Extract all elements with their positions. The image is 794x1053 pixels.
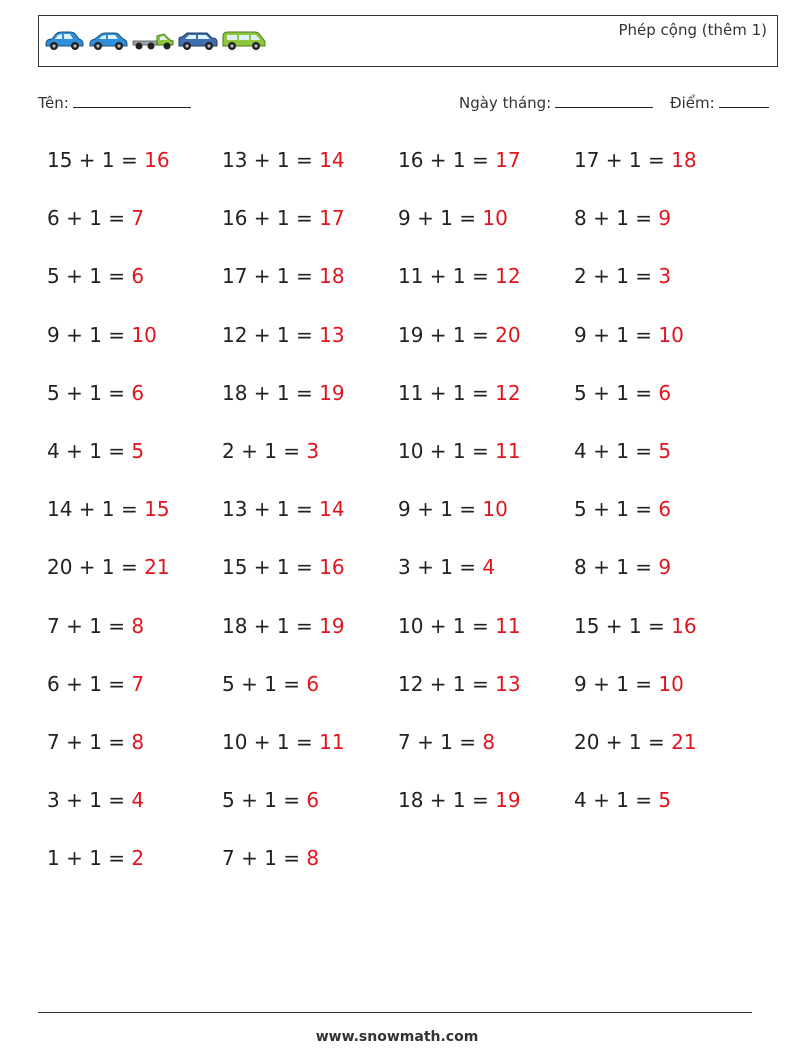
footer-divider [38, 1012, 752, 1013]
problem-question: 9 + 1 = [398, 497, 477, 521]
car-icons [43, 30, 267, 52]
problem-item [222, 206, 345, 230]
problem-item [398, 672, 521, 696]
problem-question: 9 + 1 = [47, 323, 126, 347]
problem-answer: 12 [495, 264, 521, 288]
problem-answer: 8 [482, 730, 496, 754]
problem-question: 7 + 1 = [222, 846, 301, 870]
problem-item [222, 323, 345, 347]
problem-question: 4 + 1 = [574, 788, 653, 812]
problem-question: 8 + 1 = [574, 206, 653, 230]
problem-item [222, 381, 345, 405]
problem-item [47, 497, 170, 521]
problem-item [574, 148, 697, 172]
date-blank[interactable] [555, 93, 653, 108]
problem-question: 5 + 1 = [574, 497, 653, 521]
worksheet-title: Phép cộng (thêm 1) [618, 21, 767, 39]
problem-item [574, 439, 671, 463]
problem-answer: 11 [495, 614, 521, 638]
problem-answer: 19 [319, 614, 345, 638]
problem-question: 2 + 1 = [574, 264, 653, 288]
problem-answer: 17 [495, 148, 521, 172]
problem-item [222, 614, 345, 638]
problem-item [574, 730, 697, 754]
problem-answer: 6 [131, 381, 145, 405]
problem-answer: 10 [658, 323, 684, 347]
problem-answer: 6 [306, 672, 320, 696]
problem-question: 20 + 1 = [47, 555, 138, 579]
problem-answer: 12 [495, 381, 521, 405]
problem-question: 11 + 1 = [398, 264, 489, 288]
problem-item [398, 614, 521, 638]
problem-answer: 6 [658, 497, 672, 521]
problem-answer: 13 [319, 323, 345, 347]
problem-item [398, 555, 495, 579]
problem-item [222, 555, 345, 579]
footer-site: www.snowmath.com [315, 1029, 479, 1045]
problem-item [398, 264, 521, 288]
problem-question: 4 + 1 = [574, 439, 653, 463]
score-label: Điểm: [670, 94, 715, 112]
problem-question: 12 + 1 = [222, 323, 313, 347]
problem-answer: 3 [658, 264, 672, 288]
problem-question: 2 + 1 = [222, 439, 301, 463]
problem-question: 4 + 1 = [47, 439, 126, 463]
problem-question: 7 + 1 = [398, 730, 477, 754]
problem-item [222, 497, 345, 521]
problem-item [47, 381, 144, 405]
problem-answer: 14 [319, 497, 345, 521]
problem-question: 12 + 1 = [398, 672, 489, 696]
problem-item [398, 497, 508, 521]
problem-answer: 5 [658, 439, 672, 463]
name-blank[interactable] [73, 93, 191, 108]
problem-item [222, 148, 345, 172]
problem-answer: 16 [319, 555, 345, 579]
car-icon [87, 30, 129, 52]
problem-item [574, 264, 671, 288]
problem-question: 19 + 1 = [398, 323, 489, 347]
problem-question: 17 + 1 = [574, 148, 665, 172]
problem-answer: 20 [495, 323, 521, 347]
problem-answer: 6 [658, 381, 672, 405]
problem-question: 9 + 1 = [574, 672, 653, 696]
problem-answer: 5 [131, 439, 145, 463]
problem-answer: 15 [144, 497, 170, 521]
problem-answer: 19 [495, 788, 521, 812]
problem-item [47, 264, 144, 288]
problem-item [47, 672, 144, 696]
problem-question: 17 + 1 = [222, 264, 313, 288]
problem-question: 20 + 1 = [574, 730, 665, 754]
problem-question: 9 + 1 = [398, 206, 477, 230]
problem-item [574, 672, 684, 696]
problem-question: 10 + 1 = [398, 614, 489, 638]
problem-answer: 6 [306, 788, 320, 812]
problem-answer: 21 [671, 730, 697, 754]
problem-item [47, 148, 170, 172]
problem-question: 9 + 1 = [574, 323, 653, 347]
problem-question: 5 + 1 = [222, 672, 301, 696]
problem-answer: 10 [482, 206, 508, 230]
problem-answer: 7 [131, 672, 145, 696]
problem-answer: 14 [319, 148, 345, 172]
problem-item [398, 323, 521, 347]
problem-answer: 13 [495, 672, 521, 696]
problem-answer: 16 [144, 148, 170, 172]
problem-item [222, 672, 319, 696]
problem-answer: 8 [131, 614, 145, 638]
problem-answer: 3 [306, 439, 320, 463]
problem-answer: 10 [658, 672, 684, 696]
problem-answer: 9 [658, 555, 672, 579]
problem-item [47, 846, 144, 870]
problem-item [398, 148, 521, 172]
problem-answer: 4 [482, 555, 496, 579]
problem-answer: 19 [319, 381, 345, 405]
problem-question: 10 + 1 = [222, 730, 313, 754]
problem-question: 15 + 1 = [574, 614, 665, 638]
suv-icon [177, 30, 219, 52]
problem-item [222, 788, 319, 812]
car-icon [43, 30, 85, 52]
problem-question: 6 + 1 = [47, 672, 126, 696]
problem-answer: 21 [144, 555, 170, 579]
problem-question: 16 + 1 = [398, 148, 489, 172]
problem-item [47, 439, 144, 463]
problem-question: 13 + 1 = [222, 148, 313, 172]
problem-answer: 18 [671, 148, 697, 172]
tow-truck-icon [131, 30, 175, 52]
problem-question: 5 + 1 = [47, 381, 126, 405]
problem-item [398, 381, 521, 405]
problem-question: 5 + 1 = [47, 264, 126, 288]
problem-answer: 18 [319, 264, 345, 288]
problem-answer: 17 [319, 206, 345, 230]
problem-item [398, 206, 508, 230]
problem-question: 15 + 1 = [47, 148, 138, 172]
problem-item [398, 730, 495, 754]
problem-question: 10 + 1 = [398, 439, 489, 463]
problem-question: 18 + 1 = [222, 381, 313, 405]
score-blank[interactable] [719, 93, 769, 108]
problem-question: 11 + 1 = [398, 381, 489, 405]
problem-answer: 8 [131, 730, 145, 754]
problem-item [47, 206, 144, 230]
problem-item [574, 381, 671, 405]
problem-item [222, 439, 319, 463]
problem-item [222, 264, 345, 288]
problem-answer: 9 [658, 206, 672, 230]
problem-question: 13 + 1 = [222, 497, 313, 521]
problem-answer: 16 [671, 614, 697, 638]
problem-item [398, 439, 521, 463]
problem-item [574, 614, 697, 638]
problem-question: 6 + 1 = [47, 206, 126, 230]
name-field [38, 93, 191, 112]
problem-question: 14 + 1 = [47, 497, 138, 521]
problem-question: 18 + 1 = [398, 788, 489, 812]
problem-answer: 10 [131, 323, 157, 347]
problem-question: 5 + 1 = [574, 381, 653, 405]
problem-question: 8 + 1 = [574, 555, 653, 579]
problem-answer: 11 [495, 439, 521, 463]
problem-item [574, 555, 671, 579]
date-label: Ngày tháng: [459, 94, 552, 112]
problem-item [47, 788, 144, 812]
problem-answer: 10 [482, 497, 508, 521]
problem-question: 16 + 1 = [222, 206, 313, 230]
problem-item [47, 323, 157, 347]
problem-answer: 2 [131, 846, 145, 870]
problem-item [222, 846, 319, 870]
problem-answer: 8 [306, 846, 320, 870]
name-label: Tên: [38, 94, 69, 112]
problem-item [222, 730, 345, 754]
problem-item [574, 206, 671, 230]
problem-question: 7 + 1 = [47, 614, 126, 638]
problem-answer: 7 [131, 206, 145, 230]
problem-item [47, 555, 170, 579]
problem-item [398, 788, 521, 812]
score-field [670, 93, 769, 112]
problem-item [574, 788, 671, 812]
problem-question: 1 + 1 = [47, 846, 126, 870]
problem-answer: 11 [319, 730, 345, 754]
problem-question: 15 + 1 = [222, 555, 313, 579]
problem-answer: 6 [131, 264, 145, 288]
problem-question: 3 + 1 = [47, 788, 126, 812]
problem-answer: 4 [131, 788, 145, 812]
problem-question: 3 + 1 = [398, 555, 477, 579]
problem-item [47, 614, 144, 638]
problem-item [574, 323, 684, 347]
problem-question: 7 + 1 = [47, 730, 126, 754]
problem-item [574, 497, 671, 521]
date-field [459, 93, 653, 112]
header-box [38, 15, 778, 67]
problem-question: 18 + 1 = [222, 614, 313, 638]
problem-answer: 5 [658, 788, 672, 812]
problem-question: 5 + 1 = [222, 788, 301, 812]
van-icon [221, 30, 267, 52]
problem-item [47, 730, 144, 754]
